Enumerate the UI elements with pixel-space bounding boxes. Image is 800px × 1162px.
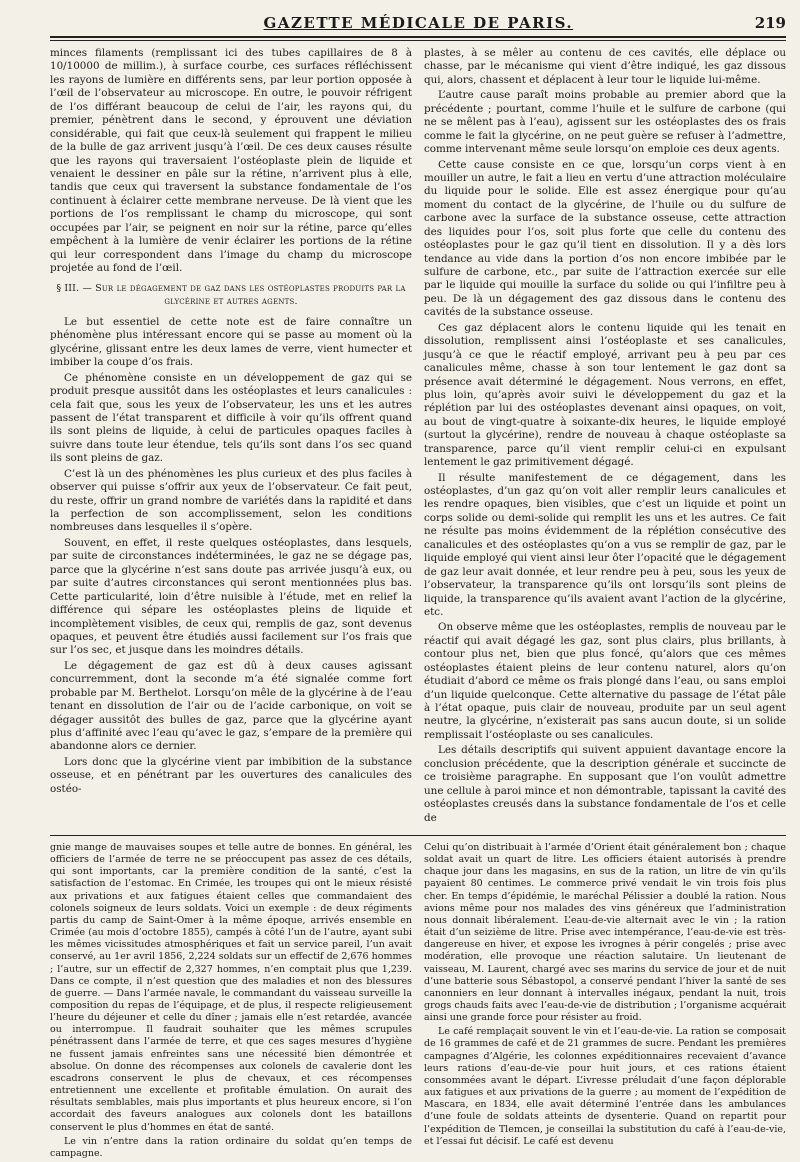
upper-left-column: [50, 47, 412, 827]
paragraph: Souvent, en effet, il reste quelques ostéoplastes, dans lesquels, par suite de circonstances indéterminées, le gaz ne se dégage pas, parce que la glycérine n’est sans doute pas arrivée jusqu’à eux, ou par suite d’autres circonstances qui seront mentionnées plus bas. Cette particularité, loin d’être nuisible à l’étude, met en relief la différence qui sépare les ostéoplastes pleins de liquide et incomplètement visibles, de ceux qui, remplis de gaz, sont devenus opaques, et peuvent être étudiés aussi facilement sur l’os frais que sur l’os sec, et jusque dans les moindres détails.: [50, 536, 412, 657]
paragraph: Ce phénomène consiste en un développement de gaz qui se produit presque aussitôt dans les ostéoplastes et leurs canalicules : cela fait que, sous les yeux de l’observateur, les uns et les autres passent de l’état transparent et difficile à voir qu’ils offrent quand ils sont pleins de liquide, à celui de particules opaques faciles à suivre dans toute leur étendue, tels qu’ils sont dans l’os sec quand ils sont pleins de gaz.: [50, 371, 412, 465]
section-rule: [50, 835, 786, 836]
paragraph: Le vin n’entre dans la ration ordinaire du soldat qu’en temps de campagne.: [50, 1135, 412, 1159]
upper-columns: [50, 47, 786, 827]
running-title: GAZETTE MÉDICALE DE PARIS.: [263, 14, 574, 32]
paragraph: Les détails descriptifs qui suivent appuient davantage encore la conclusion précédente, que la description générale et succincte de ce troisième paragraphe. En supposant que l’on voulût admettre une cellule à paroi mince et non démontrable, tapissant la cavité des ostéoplastes creusés dans la substance fondamentale de l’os et celle de: [424, 744, 787, 824]
paragraph: gnie mange de mauvaises soupes et telle autre de bonnes. En général, les officiers de l’armée de terre ne se préoccupent pas assez de ces détails, qui sont importants, car la première condition de la santé, c’est la satisfaction de l’estomac. En Crimée, les troupes qui ont le mieux résisté aux privations et aux fatigues étaient celles que commandaient des colonels soigneux de leurs soldats. Voici un exemple : de deux régiments partis du camp de Saint-Omer à la même époque, arrivés ensemble en Crimée (au mois d’octobre 1855), campés à côté l’un de l’autre, ayant subi les mêmes vicissitudes atmosphériques et fait un service pareil, l’un avait conservé, au 1er avril 1856, 2,224 soldats sur un effectif de 2,676 hommes ; l’autre, sur un effectif de 2,327 hommes, n’en comptait plus que 1,239. Dans ce compte, il n’est question que des maladies et non des blessures de guerre. — Dans l’armée navale, le commandant du vaisseau surveille la composition du repas de l’équipage, et de plus, il respecte religieusement l’heure du déjeuner et celle du dîner ; jamais elle n’est retardée, avancée ou interrompue. Il faudrait souhaiter que les mêmes scrupules pénétrassent dans l’armée de terre, et que ces sages mesures d’hygiène ne fussent jamais enfreintes sans une nécessité bien démontrée et absolue. On donne des récompenses aux colonels de cavalerie dont les escadrons conservent le plus de chevaux, et ces récompenses entretiennent une excellente et profitable émulation. On aurait des résultats semblables, mais plus importants et plus heureux encore, si l’on accordait des faveurs analogues aux colonels dont les bataillons conservent le plus d’hommes en état de santé.: [50, 841, 412, 1133]
paragraph: Le but essentiel de cette note est de faire connaître un phénomène plus intéressant encore qui se passe au moment où la glycérine, glissant entre les deux lames de verre, vient humecter et imbiber la coupe d’os frais.: [50, 315, 412, 369]
lower-columns: [50, 842, 786, 1162]
paragraph: C’est là un des phénomènes les plus curieux et des plus faciles à observer qui puisse s’offrir aux yeux de l’observateur. Ce fait peut, du reste, offrir un grand nombre de variétés dans la rapidité et dans la perfection de son accomplissement, selon les conditions nombreuses dans lesquelles il s’opère.: [50, 467, 412, 534]
lower-left-column: [50, 842, 412, 1162]
paragraph: L’autre cause paraît moins probable au premier abord que la précédente ; pourtant, comme l’huile et le sulfure de carbone (qui ne se mêlent pas à l’eau), agissent sur les ostéoplastes des os frais comme le fait la glycérine, on ne peut guère se refuser à l’admettre, comme intervenant même seule lorsqu’on emploie ces deux agents.: [424, 89, 786, 156]
page-header: [50, 8, 786, 32]
paragraph: Le café remplaçait souvent le vin et l’eau-de-vie. La ration se composait de 16 grammes de café et de 21 grammes de sucre. Pendant les premières campagnes d’Algérie, les colonnes expéditionnaires recevaient d’avance leurs rations d’eau-de-vie pour huit jours, et ces rations étaient consommées avant le départ. L’ivresse préludait d’une façon déplorable aux fatigues et aux privations de la guerre ; au moment de l’expédition de Mascara, en 1834, elle avait déterminé l’entrée dans les ambulances d’une foule de soldats atteints de dysenterie. Quand on repartit pour l’expédition de Tlemcen, je conseillai la substitution du café à l’eau-de-vie, et l’essai fut décisif. Le café est devenu: [424, 1026, 786, 1147]
header-rule: [50, 36, 786, 41]
paragraph: Ces gaz déplacent alors le contenu liquide qui les tenait en dissolution, remplissent ainsi l’ostéoplaste et ses canalicules, jusqu’à ce que le réactif employé, arrivant peu à peu par ces canalicules même, chasse à son tour lentement le gaz dont sa présence avait déterminé le dégagement. Nous verrons, en effet, plus loin, qu’après avoir suivi le développement du gaz et la réplétion par lui des ostéoplastes devenant ainsi opaques, on voit, au bout de vingt-quatre à soixante-dix heures, le liquide employé (surtout la glycérine), rendre de nouveau à chaque ostéoplaste sa transparence, parce qu’il vient remplir celui-ci en expulsant lentement le gaz primitivement dégagé.: [424, 321, 786, 469]
paragraph: Cette cause consiste en ce que, lorsqu’un corps vient à en mouiller un autre, le fait a lieu en vertu d’une attraction moléculaire du liquide pour le solide. Elle est assez énergique pour qu’au moment du contact de la glycérine, de l’huile ou du sulfure de carbone avec la surface de la substance osseuse, cette attraction des liquides pour l’os, soit plus forte que celle du contenu des ostéoplastes pour le gaz qu’il tient en dissolution. Il y a dès lors tendance au vide dans la portion d’os non encore imbibée par le sulfure de carbone, etc., par suite de l’attraction exercée sur elle par le liquide qui mouille la surface du solide ou qui l’infiltre peu à peu. De là un dégagement des gaz dissous dans le contenu des cavités de la substance osseuse.: [424, 158, 786, 319]
paragraph: plastes, à se mêler au contenu de ces cavités, elle déplace ou chasse, par le mécanisme qui vient d’être indiqué, les gaz dissous qui, alors, chassent et déplacent à leur tour le liquide lui-même.: [424, 47, 786, 86]
upper-right-column: [424, 47, 786, 827]
paragraph: Le dégagement de gaz est dû à deux causes agissant concurremment, dont la seconde m’a été signalée comme fort probable par M. Berthelot. Lorsqu’on mêle de la glycérine à de l’eau tenant en dissolution de l’air ou de l’acide carbonique, on voit se dégager aussitôt des bulles de gaz, parce que la glycérine ayant plus d’affinité avec l’eau qu’avec le gaz, s’empare de la première qui abandonne alors ce dernier.: [50, 659, 412, 753]
section-title: § III. — Sur le dégagement de gaz dans les ostéoplastes produits par la glycérine et autres agents.: [56, 283, 406, 307]
paragraph: Celui qu’on distribuait à l’armée d’Orient était généralement bon ; chaque soldat avait un quart de litre. Les officiers étaient autorisés à prendre chaque jour dans les magasins, en sus de la ration, un litre de vin qu’ils payaient 80 centimes. Le commerce privé vendait le vin trois fois plus cher. En temps d’épidémie, le maréchal Pélissier a doublé la ration. Nous avions même pour nos malades des vins généreux que l’administration nous donnait libéralement. L’eau-de-vie alternait avec le vin ; la ration était d’un seizième de litre. Prise avec intempérance, l’eau-de-vie est très-dangereuse en hiver, et expose les ivrognes à périr congelés ; prise avec modération, elle provoque une réaction salutaire. Un lieutenant de vaisseau, M. Laurent, chargé avec ses marins du service de jour et de nuit d’une batterie sous Sébastopol, a conservé pendant l’hiver la santé de ses canonniers en leur donnant à intervalles inégaux, pendant la nuit, trois grogs chauds faits avec l’eau-de-vie de distribution ; l’organisme acquérait ainsi une grande force pour résister au froid.: [424, 841, 786, 1024]
paragraph: On observe même que les ostéoplastes, remplis de nouveau par le réactif qui avait dégagé les gaz, sont plus clairs, plus brillants, à contour plus net, bien que plus foncé, qu’alors que ces mêmes ostéoplastes étaient pleins de leur contenu naturel, alors qu’on étudiait d’abord ce même os frais plongé dans l’eau, ou sans emploi d’un liquide quelconque. Cette alternative du passage de l’état pâle à l’état opaque, puis clair de nouveau, produite par un seul agent neutre, la glycérine, n’existerait pas sans aucun doute, si un solide remplissait l’ostéoplaste ou ses canalicules.: [424, 621, 786, 741]
paragraph: Il résulte manifestement de ce dégagement, dans les ostéoplastes, d’un gaz qu’on voit aller remplir leurs canalicules et les rendre opaques, bien visibles, que c’est un liquide et point un corps solide ou demi-solide qui remplit les uns et les autres. Ce fait ne résulte pas moins évidemment de la réplétion consécutive des canalicules et des ostéoplastes qu’on a vus se remplir de gaz, par le liquide employé qui vient ainsi leur ôter l’opacité que le dégagement de gaz leur avait donnée, et leur rendre peu à peu, sous les yeux de l’observateur, la transparence qu’ils ont lorsqu’ils sont pleins de liquide, la transparence qu’ils avaient avant l’action de la glycérine, etc.: [424, 471, 786, 618]
paragraph: Lors donc que la glycérine vient par imbibition de la substance osseuse, et en pénétrant par les ouvertures des canalicules des ostéo-: [50, 755, 412, 795]
page-number: 219: [754, 14, 786, 32]
paragraph: minces filaments (remplissant ici des tubes capillaires de 8 à 10/10000 de millim.), à surface courbe, ces surfaces réfléchissent les rayons de lumière en différents sens, par leur portion opposée à l’œil de l’observateur au microscope. En outre, le pouvoir réfrigent de l’os différant beaucoup de celui de l’air, les rayons qui, du premier, pénètrent dans le second, y éprouvent une déviation considérable, qui fait que ceux-là seulement qui frappent le milieu de la bulle de gaz arrivent jusqu’à l’œil. De ces deux causes résulte que les rayons qui traversaient l’ostéoplaste plein de liquide et venaient le dessiner en pâle sur la rétine, n’arrivent plus à elle, tandis que ceux qui traversent la substance fondamentale de l’os continuent à éclairer cette membrane nerveuse. De là vient que les portions de l’os remplissant le champ du microscope, qui sont occupées par l’air, se peignent en noir sur la rétine, parce qu’elles empêchent à la lumière de venir éclairer les portions de la rétine qui leur correspondent dans l’image du champ du microscope projetée au fond de l’œil.: [50, 47, 412, 274]
lower-right-column: [424, 842, 786, 1162]
